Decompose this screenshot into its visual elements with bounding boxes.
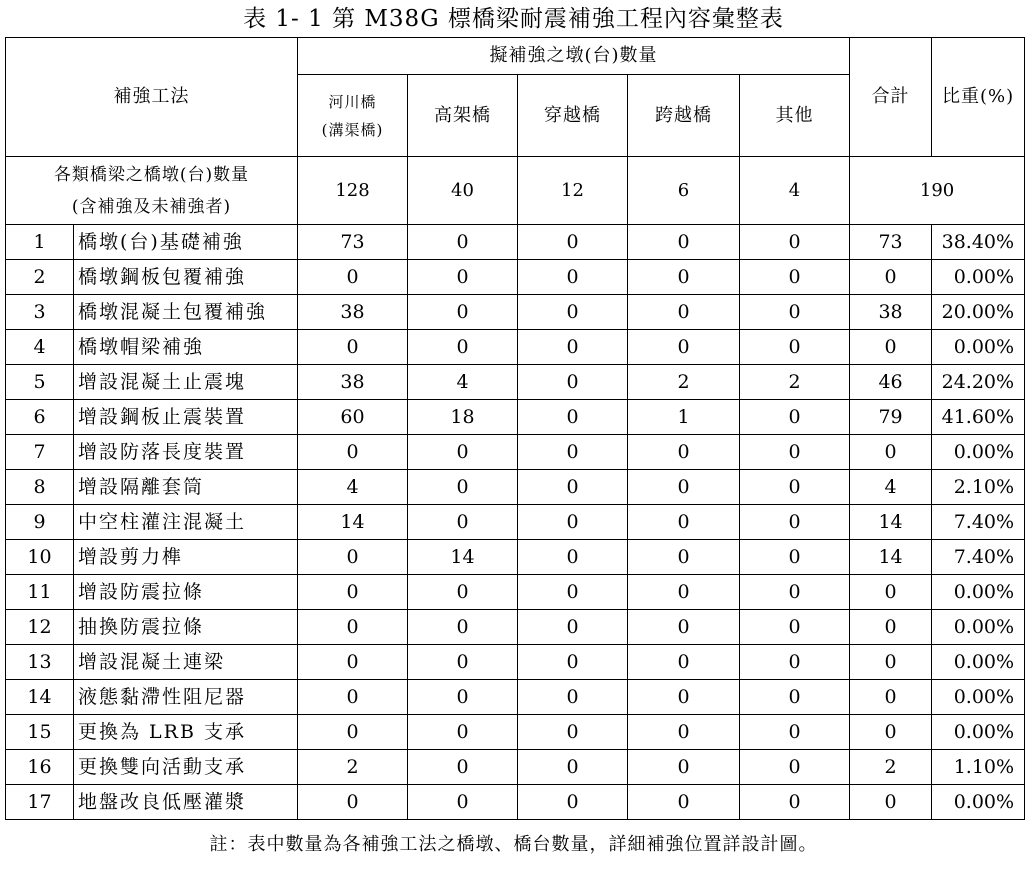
row-value: 0 [518, 225, 628, 260]
row-number: 13 [6, 645, 74, 680]
row-ratio: 0.00% [932, 715, 1025, 750]
header-category-line2: (溝渠橋) [321, 120, 384, 139]
row-method: 橋墩混凝土包覆補強 [74, 295, 298, 330]
table-row [6, 225, 1025, 260]
row-value: 0 [518, 400, 628, 435]
row-value: 14 [298, 505, 408, 540]
row-number: 11 [6, 575, 74, 610]
row-value: 60 [298, 400, 408, 435]
row-value: 0 [298, 330, 408, 365]
count-row-label [6, 157, 298, 225]
row-value: 0 [408, 435, 518, 470]
row-method: 增設防震拉條 [74, 575, 298, 610]
row-value: 0 [628, 470, 740, 505]
row-number: 2 [6, 260, 74, 295]
header-category-river [298, 75, 408, 157]
row-value: 0 [518, 750, 628, 785]
row-method: 更換雙向活動支承 [74, 750, 298, 785]
row-number: 17 [6, 785, 74, 820]
row-value: 0 [628, 295, 740, 330]
row-value: 0 [518, 680, 628, 715]
row-ratio: 7.40% [932, 505, 1025, 540]
count-cell: 4 [740, 157, 850, 225]
row-value: 0 [740, 435, 850, 470]
header-category-other: 其他 [740, 75, 850, 157]
row-value: 0 [408, 715, 518, 750]
header-category-viaduct: 高架橋 [408, 75, 518, 157]
row-number: 14 [6, 680, 74, 715]
row-number: 16 [6, 750, 74, 785]
table-row [6, 645, 1025, 680]
table-row [6, 680, 1025, 715]
row-value: 0 [740, 715, 850, 750]
row-value: 14 [408, 540, 518, 575]
row-ratio: 0.00% [932, 260, 1025, 295]
table-note: 註：表中數量為各補強工法之橋墩、橋台數量，詳細補強位置詳設計圖。 [209, 834, 818, 855]
row-total: 0 [850, 610, 932, 645]
table-row [6, 365, 1025, 400]
count-cell: 6 [628, 157, 740, 225]
row-value: 0 [628, 610, 740, 645]
row-total: 73 [850, 225, 932, 260]
row-value: 0 [408, 785, 518, 820]
row-value: 1 [628, 400, 740, 435]
row-value: 0 [740, 645, 850, 680]
table-row [6, 435, 1025, 470]
row-value: 0 [740, 295, 850, 330]
header-category-overpass: 跨越橋 [628, 75, 740, 157]
row-ratio: 0.00% [932, 610, 1025, 645]
row-total: 79 [850, 400, 932, 435]
row-method: 增設隔離套筒 [74, 470, 298, 505]
row-number: 9 [6, 505, 74, 540]
row-value: 4 [298, 470, 408, 505]
row-number: 15 [6, 715, 74, 750]
count-label-line2: (含補強及未補強者) [71, 196, 232, 217]
row-ratio: 41.60% [932, 400, 1025, 435]
row-number: 4 [6, 330, 74, 365]
row-value: 0 [298, 680, 408, 715]
row-value: 2 [628, 365, 740, 400]
row-value: 0 [628, 260, 740, 295]
row-total: 38 [850, 295, 932, 330]
row-value: 0 [518, 505, 628, 540]
row-value: 0 [518, 260, 628, 295]
row-total: 4 [850, 470, 932, 505]
row-number: 1 [6, 225, 74, 260]
table-row [6, 610, 1025, 645]
row-value: 0 [298, 610, 408, 645]
row-number: 3 [6, 295, 74, 330]
row-number: 6 [6, 400, 74, 435]
table-row [6, 260, 1025, 295]
row-method: 液態黏滯性阻尼器 [74, 680, 298, 715]
row-value: 0 [628, 645, 740, 680]
row-total: 46 [850, 365, 932, 400]
row-method: 橋墩(台)基礎補強 [74, 225, 298, 260]
row-method: 增設混凝土止震塊 [74, 365, 298, 400]
row-value: 0 [628, 225, 740, 260]
table-row [6, 785, 1025, 820]
row-value: 0 [298, 715, 408, 750]
row-total: 0 [850, 435, 932, 470]
row-value: 0 [518, 575, 628, 610]
row-number: 8 [6, 470, 74, 505]
row-total: 0 [850, 680, 932, 715]
row-value: 0 [408, 505, 518, 540]
row-total: 0 [850, 715, 932, 750]
row-value: 0 [518, 295, 628, 330]
row-value: 38 [298, 295, 408, 330]
row-value: 0 [408, 260, 518, 295]
header-method: 補強工法 [6, 38, 298, 157]
count-cell: 128 [298, 157, 408, 225]
row-value: 73 [298, 225, 408, 260]
row-value: 0 [740, 785, 850, 820]
row-method: 地盤改良低壓灌漿 [74, 785, 298, 820]
row-value: 4 [408, 365, 518, 400]
row-value: 0 [408, 750, 518, 785]
row-value: 0 [628, 680, 740, 715]
retrofit-summary-table [5, 37, 1025, 820]
row-value: 0 [628, 330, 740, 365]
row-value: 0 [408, 295, 518, 330]
row-ratio: 0.00% [932, 435, 1025, 470]
row-number: 5 [6, 365, 74, 400]
row-value: 0 [518, 330, 628, 365]
row-method: 抽換防震拉條 [74, 610, 298, 645]
row-value: 0 [408, 470, 518, 505]
row-total: 0 [850, 645, 932, 680]
row-method: 中空柱灌注混凝土 [74, 505, 298, 540]
row-total: 0 [850, 330, 932, 365]
row-value: 0 [740, 610, 850, 645]
row-value: 0 [740, 575, 850, 610]
row-method: 增設剪力榫 [74, 540, 298, 575]
row-value: 0 [298, 435, 408, 470]
table-row [6, 330, 1025, 365]
header-ratio: 比重(%) [932, 38, 1025, 157]
table-title: 表 1- 1 第 M38G 標橋梁耐震補強工程內容彙整表 [243, 6, 784, 32]
row-value: 0 [740, 225, 850, 260]
header-total: 合計 [850, 38, 932, 157]
row-value: 0 [628, 785, 740, 820]
row-value: 0 [298, 645, 408, 680]
row-method: 更換為 LRB 支承 [74, 715, 298, 750]
row-value: 0 [408, 645, 518, 680]
table-row [6, 470, 1025, 505]
row-value: 2 [740, 365, 850, 400]
row-value: 0 [628, 575, 740, 610]
count-label-line1: 各類橋梁之橋墩(台)數量 [53, 164, 250, 185]
table-row [6, 295, 1025, 330]
row-ratio: 24.20% [932, 365, 1025, 400]
row-value: 0 [628, 540, 740, 575]
row-ratio: 0.00% [932, 330, 1025, 365]
table-row [6, 400, 1025, 435]
row-ratio: 0.00% [932, 645, 1025, 680]
row-method: 增設混凝土連梁 [74, 645, 298, 680]
table-row [6, 750, 1025, 785]
row-method: 增設鋼板止震裝置 [74, 400, 298, 435]
row-ratio: 0.00% [932, 785, 1025, 820]
row-total: 0 [850, 575, 932, 610]
row-value: 38 [298, 365, 408, 400]
row-ratio: 38.40% [932, 225, 1025, 260]
row-value: 0 [740, 470, 850, 505]
row-ratio: 20.00% [932, 295, 1025, 330]
row-ratio: 0.00% [932, 680, 1025, 715]
row-value: 0 [518, 610, 628, 645]
row-value: 0 [740, 505, 850, 540]
table-row [6, 505, 1025, 540]
row-value: 0 [518, 645, 628, 680]
row-number: 7 [6, 435, 74, 470]
row-ratio: 7.40% [932, 540, 1025, 575]
row-value: 0 [408, 680, 518, 715]
row-value: 2 [298, 750, 408, 785]
row-value: 0 [628, 435, 740, 470]
row-value: 0 [518, 435, 628, 470]
row-total: 14 [850, 505, 932, 540]
row-value: 0 [408, 330, 518, 365]
row-method: 橋墩帽梁補強 [74, 330, 298, 365]
row-value: 0 [628, 715, 740, 750]
row-value: 0 [298, 575, 408, 610]
row-value: 0 [740, 540, 850, 575]
table-row [6, 575, 1025, 610]
row-value: 0 [740, 400, 850, 435]
row-value: 0 [740, 750, 850, 785]
row-value: 0 [298, 260, 408, 295]
row-total: 14 [850, 540, 932, 575]
header-category-line1: 河川橋 [328, 92, 377, 111]
row-value: 0 [628, 505, 740, 540]
row-number: 12 [6, 610, 74, 645]
row-method: 增設防落長度裝置 [74, 435, 298, 470]
row-ratio: 0.00% [932, 575, 1025, 610]
row-total: 0 [850, 260, 932, 295]
row-value: 18 [408, 400, 518, 435]
row-value: 0 [518, 540, 628, 575]
table-row [6, 715, 1025, 750]
row-value: 0 [298, 785, 408, 820]
row-method: 橋墩鋼板包覆補強 [74, 260, 298, 295]
row-total: 0 [850, 785, 932, 820]
header-group: 擬補強之墩(台)數量 [298, 38, 850, 75]
row-total: 2 [850, 750, 932, 785]
row-value: 0 [628, 750, 740, 785]
row-value: 0 [740, 260, 850, 295]
row-value: 0 [518, 470, 628, 505]
row-value: 0 [298, 540, 408, 575]
row-value: 0 [740, 680, 850, 715]
row-value: 0 [408, 225, 518, 260]
count-total: 190 [850, 157, 1025, 225]
row-value: 0 [518, 365, 628, 400]
count-cell: 12 [518, 157, 628, 225]
count-cell: 40 [408, 157, 518, 225]
row-ratio: 2.10% [932, 470, 1025, 505]
row-value: 0 [518, 785, 628, 820]
row-value: 0 [408, 575, 518, 610]
header-category-underpass: 穿越橋 [518, 75, 628, 157]
table-row [6, 540, 1025, 575]
row-value: 0 [518, 715, 628, 750]
row-number: 10 [6, 540, 74, 575]
row-value: 0 [408, 610, 518, 645]
row-ratio: 1.10% [932, 750, 1025, 785]
row-value: 0 [740, 330, 850, 365]
